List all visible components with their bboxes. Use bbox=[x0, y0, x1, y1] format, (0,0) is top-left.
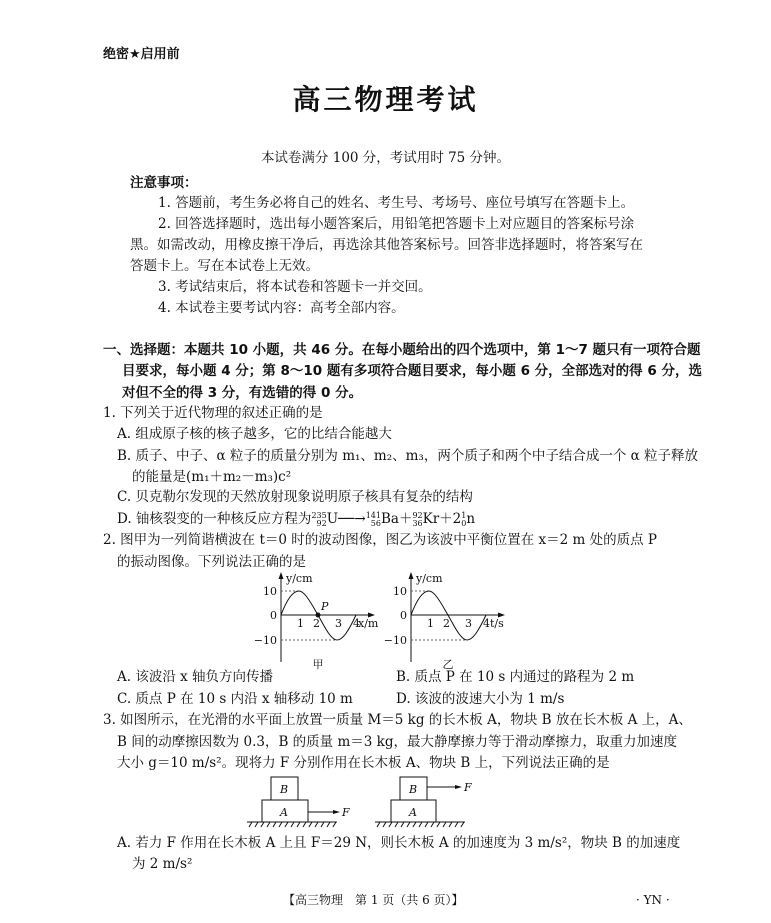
y-tick: 0 bbox=[270, 609, 277, 622]
wave-graph bbox=[250, 570, 390, 670]
q1-option-b: B. 质子、中子、α 粒子的质量分别为 m₁、m₂、m₃，两个质子和两个中子结合成一个 α 粒子释放 bbox=[117, 448, 699, 464]
graph-caption: 甲 bbox=[312, 658, 324, 671]
blocks-figure bbox=[240, 772, 480, 832]
x-tick: 1 bbox=[427, 617, 434, 630]
q1-option-a: A. 组成原子核的核子越多，它的比结合能越大 bbox=[117, 426, 392, 442]
q1-option-d bbox=[117, 509, 475, 529]
atomic-number: 36 bbox=[412, 518, 423, 528]
mass-number: 92 bbox=[412, 510, 423, 520]
symbol-u: U bbox=[326, 511, 339, 527]
nuclide-u bbox=[311, 512, 326, 528]
x-axis-label: x/m bbox=[358, 617, 379, 630]
x-tick: 3 bbox=[335, 617, 342, 630]
atomic-number: 56 bbox=[370, 518, 381, 528]
mass-number: 235 bbox=[311, 510, 327, 520]
atomic-number: 0 bbox=[461, 518, 467, 528]
vibration-graph bbox=[380, 570, 520, 670]
note-item: 黑。如需改动，用橡皮擦干净后，再选涂其他答案标号。回答非选择题时，将答案写在 bbox=[130, 237, 643, 253]
q2-option-d: D. 该波的波速大小为 1 m/s bbox=[396, 691, 565, 707]
symbol-n: n bbox=[466, 511, 476, 527]
graph-caption: 乙 bbox=[442, 658, 454, 671]
question-2-stem-cont: 的振动图像。下列说法正确的是 bbox=[117, 554, 306, 570]
page-title: 高三物理考试 bbox=[292, 83, 479, 116]
section-heading: 目要求，每小题 4 分；第 8～10 题有多项符合题目要求，每小题 6 分，全部选对的得 6 分，选 bbox=[122, 363, 702, 379]
question-3-stem: 3. 如图所示，在光滑的水平面上放置一质量 M＝5 kg 的长木板 A，物块 B 放在长木板 A 上，A、 bbox=[103, 712, 692, 728]
x-tick: 1 bbox=[297, 617, 304, 630]
y-tick: 10 bbox=[263, 585, 277, 598]
label-a: A bbox=[409, 806, 417, 819]
point-label: P bbox=[321, 600, 329, 613]
atomic-number: 92 bbox=[316, 518, 327, 528]
q3-option-a: A. 若力 F 作用在长木板 A 上且 F＝29 N，则长木板 A 的加速度为 3 m/s²，物块 B 的加速度 bbox=[117, 835, 681, 851]
note-item: 2. 回答选择题时，选出每小题答案后，用铅笔把答题卡上对应题目的答案标号涂 bbox=[158, 216, 635, 232]
force-arrowhead bbox=[455, 785, 462, 789]
y-tick: −10 bbox=[253, 634, 277, 647]
question-2-stem: 2. 图甲为一列简谐横波在 t＝0 时的波动图像，图乙为该波中平衡位置在 x＝2 m 处的质点 P bbox=[103, 532, 658, 548]
x-tick: 2 bbox=[443, 617, 450, 630]
question-3-stem-cont: B 间的动摩擦因数为 0.3，B 的质量 m＝3 kg，最大静摩擦力等于滑动摩擦力，取重力加速度 bbox=[117, 734, 677, 750]
x-tick: 4 bbox=[353, 617, 360, 630]
label-f: F bbox=[342, 806, 350, 819]
x-tick: 4 bbox=[483, 617, 490, 630]
nuclide-ba bbox=[366, 512, 381, 528]
x-tick: 3 bbox=[465, 617, 472, 630]
symbol-kr: Kr＋2 bbox=[422, 511, 462, 527]
label-b: B bbox=[280, 783, 289, 796]
y-tick: −10 bbox=[383, 634, 407, 647]
confidential-label: 绝密★启用前 bbox=[103, 47, 180, 62]
ground-hatch bbox=[249, 822, 336, 827]
y-axis-arrow bbox=[409, 572, 414, 579]
mass-number: 141 bbox=[365, 510, 381, 520]
label-f: F bbox=[464, 781, 472, 794]
t-axis-label: t/s bbox=[490, 617, 504, 630]
ground-hatch bbox=[377, 822, 464, 827]
label-b: B bbox=[409, 783, 418, 796]
footer-code: · YN · bbox=[636, 893, 670, 907]
q2-option-b: B. 质点 P 在 10 s 内通过的路程为 2 m bbox=[396, 669, 635, 685]
reaction-arrow: ──→ bbox=[338, 511, 366, 527]
y-axis-label: y/cm bbox=[286, 572, 313, 585]
x-tick: 2 bbox=[313, 617, 320, 630]
q3-option-a-cont: 为 2 m/s² bbox=[132, 856, 193, 872]
exam-intro: 本试卷满分 100 分，考试用时 75 分钟。 bbox=[260, 150, 511, 166]
question-3-stem-cont: 大小 g＝10 m/s²。现将力 F 分别作用在长木板 A、物块 B 上，下列说法正确的是 bbox=[117, 755, 610, 771]
figure-force-on-b bbox=[375, 777, 472, 827]
question-1-stem: 1. 下列关于近代物理的叙述正确的是 bbox=[103, 405, 323, 421]
y-tick: 0 bbox=[400, 609, 407, 622]
nuclide-kr bbox=[412, 512, 422, 528]
q1-option-c: C. 贝克勒尔发现的天然放射现象说明原子核具有复杂的结构 bbox=[117, 489, 473, 505]
q1-option-b-cont: 的能量是(m₁＋m₂－m₃)c² bbox=[132, 469, 292, 485]
note-item: 3. 考试结束后，将本试卷和答题卡一并交回。 bbox=[158, 279, 432, 295]
notes-heading: 注意事项： bbox=[130, 175, 198, 191]
note-item: 答题卡上。写在本试卷上无效。 bbox=[130, 258, 319, 274]
page-footer: 【高三物理 第 1 页（共 6 页）】 bbox=[283, 893, 464, 907]
section-heading: 对但不全的得 3 分，有选错的得 0 分。 bbox=[122, 385, 363, 401]
note-item: 1. 答题前，考生务必将自己的姓名、考生号、考场号、座位号填写在答题卡上。 bbox=[158, 195, 635, 211]
section-heading: 一、选择题：本题共 10 小题，共 46 分。在每小题给出的四个选项中，第 1～7 题只有一项符合题 bbox=[103, 342, 701, 358]
label-a: A bbox=[280, 806, 288, 819]
y-axis-arrow bbox=[279, 572, 284, 579]
q1-option-d-text: D. 铀核裂变的一种核反应方程为 bbox=[117, 511, 312, 527]
q2-option-c: C. 质点 P 在 10 s 内沿 x 轴移动 10 m bbox=[117, 691, 353, 707]
symbol-ba: Ba＋ bbox=[380, 511, 413, 527]
force-arrowhead bbox=[333, 810, 340, 814]
y-axis-label: y/cm bbox=[416, 572, 443, 585]
y-tick: 10 bbox=[393, 585, 407, 598]
note-item: 4. 本试卷主要考试内容：高考全部内容。 bbox=[158, 300, 405, 316]
q2-option-a: A. 该波沿 x 轴负方向传播 bbox=[117, 669, 274, 685]
figure-force-on-a bbox=[247, 777, 350, 827]
mass-number: 1 bbox=[461, 510, 467, 520]
